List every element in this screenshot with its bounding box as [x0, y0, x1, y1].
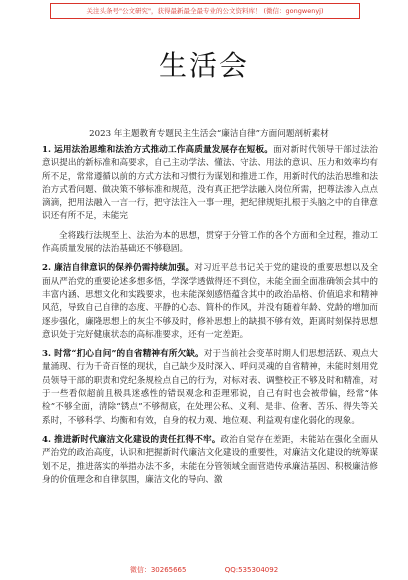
section-text: 对习近平总书记关于党的建设的重要思想以及全面从严治党的重要论述多想多悟，学深学透做得还不到位，未能全面全面准确领会其中的丰富内涵、思想文化和实践要求，也未能深刻感悟蕴含其中的政治品格、价值追求和精神风范，导致自己自律的态度、平静的心态、简朴的作风，并没有随着年龄、党龄的增加而逐步强化，廉隆思想上的灰尘不够及时，修补思想上的缺损不够有效，距离时刻保持思想意识处于完好健康状态的高标准要求，还有一定差距。 — [42, 263, 378, 340]
section-3 — [42, 348, 378, 428]
document-body — [42, 144, 378, 493]
document-subtitle: 2023 年主题教育专题民主生活会“廉洁自律”方面问题剖析素材 — [89, 129, 329, 139]
section-heading: 4. 推进新时代廉洁文化建设的责任扛得不牢。 — [42, 434, 221, 445]
section-heading: 1. 运用法治思维和法治方式推动工作高质量发展存在短板。 — [42, 145, 274, 155]
section-1-continuation: 全将践行法规至上、法治为本的思想，贯穿于分管工作的各个方面和全过程，推动工作高质量发展的法治基础还不够稳固。 — [42, 230, 378, 255]
section-text: 面对新时代领导干部过法治意识提出的新标准和高要求，自己主动学法、懂法、守法、用法的意识、压力和效率均有所不足，常常遵循以前的方式方法和习惯行为谋划和推进工作，用新时代的法治思维和法治方式看问题、做决策不够标准和规范，没有真正把学法融入岗位所需，把尊法渗入点点滴滴，把用法融入一言一行，把守法注入一事一理，把纪律规矩扎根于头脑之中的自律意识还有所不足，未能完 — [42, 145, 378, 222]
section-text: 对于当前社会变革时期人们思想活跃、观点大量涌现、行为千奇百怪的现状，自己缺少及时深入、呼问灵魂的自省精神，未能时刻用党员领导干部的职责和党纪条规检点自己的行为，对标对表、调整校正不够及时和精准，对于一些看似超前且极具迷惑性的错误观念和歪理邪说，自己有时也会被带偏，经常“体检”不够全面，清除“锈点”不够彻底，在处理公私、义利、是非、俭奢、苦乐、得失等关系时，不够科学、均衡和有效，自身的权力观、地位观、利益观有虚化弱化的现象。 — [42, 349, 378, 426]
wechat-contact: 微信：30265665 — [129, 566, 187, 574]
section-1 — [42, 144, 378, 224]
section-4 — [42, 434, 378, 487]
section-text: 政治自觉存在差距，未能站在强化全面从严治党的政治高度，认识和把握新时代廉洁文化建设的重要性，对廉洁文化建设的统筹谋划不足，推进落实的举措办法不多，未能在分管领域全面营造传承廉洁基因、积极廉洁修身的价值理念和自律氛围，廉洁文化的导向、激 — [42, 434, 378, 485]
section-heading: 2. 廉洁自律意识的保养仍需持续加强。 — [42, 263, 195, 274]
qq-contact: QQ:535304092 — [224, 566, 279, 574]
page-title: 生活会 — [158, 49, 249, 82]
section-heading: 3. 时常“扪心自问”的自省精神有所欠缺。 — [42, 349, 204, 360]
contact-footer — [0, 565, 408, 575]
header-banner: 关注头条号"公文研究"，获得最新最全最专业的公文资料库！ (微信：gongwenyj) — [50, 3, 360, 19]
section-2 — [42, 262, 378, 342]
